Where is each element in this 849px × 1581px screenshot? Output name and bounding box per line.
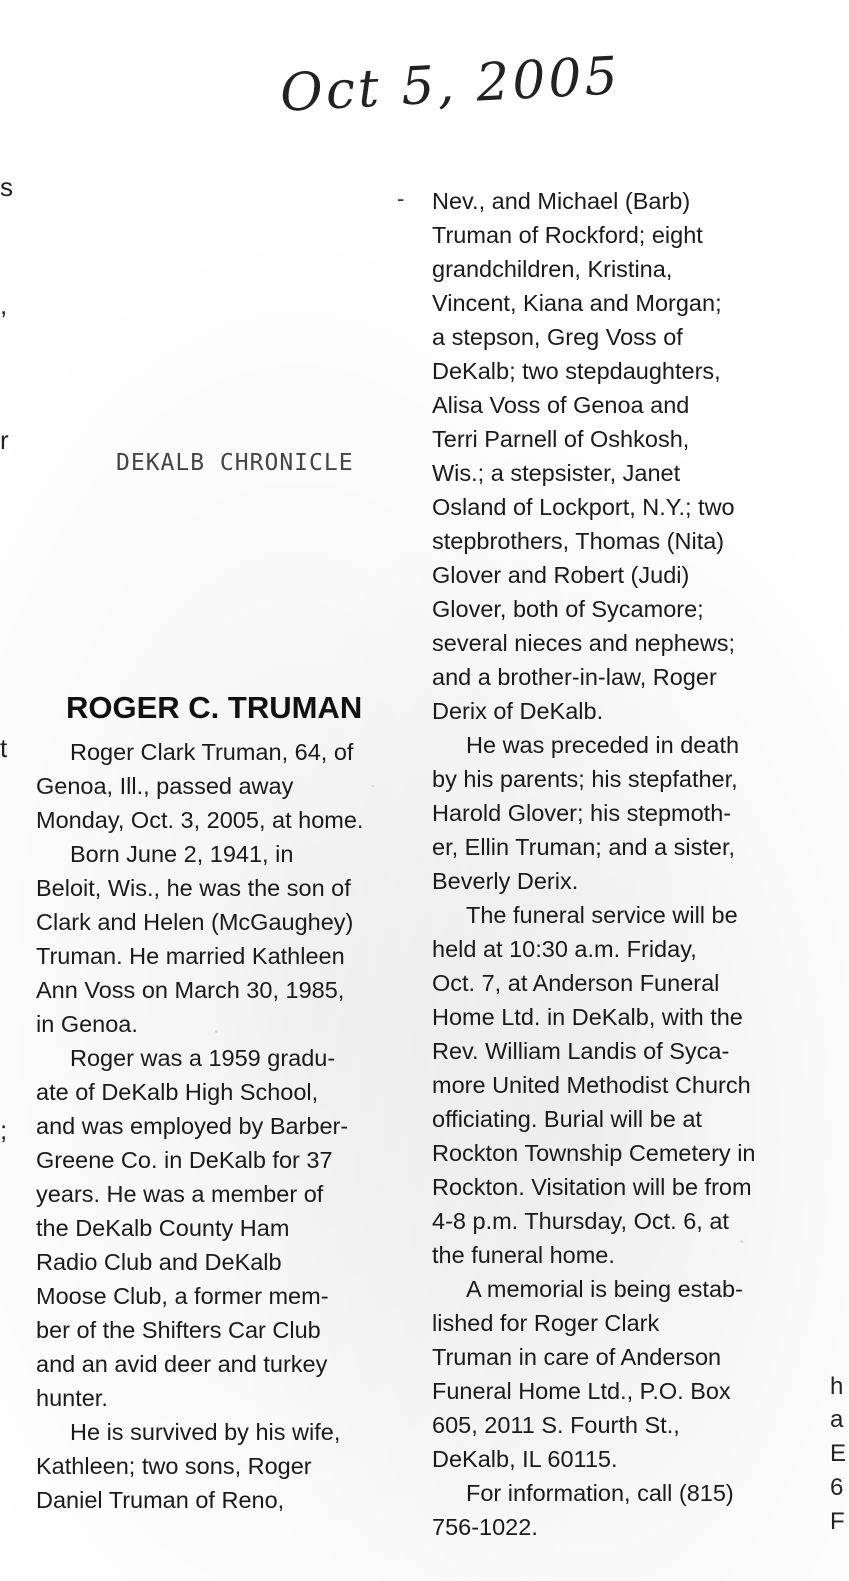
text-line: Oct. 7, at Anderson Funeral (432, 970, 720, 996)
text-line: hunter. (36, 1385, 108, 1411)
text-line: Truman in care of Anderson (432, 1344, 722, 1370)
masthead: DEKALB CHRONICLE (116, 450, 354, 476)
text-line: lished for Roger Clark (432, 1310, 660, 1336)
text-line: Monday, Oct. 3, 2005, at home. (36, 807, 364, 833)
text-line: Nev., and Michael (Barb) (432, 188, 691, 214)
text-line: Born June 2, 1941, in (70, 841, 294, 867)
text-line: and was employed by Barber- (36, 1113, 349, 1139)
text-line: grandchildren, Kristina, (432, 256, 673, 282)
text-line: Home Ltd. in DeKalb, with the (432, 1004, 743, 1030)
edge-fragment: t (0, 733, 8, 763)
text-line: Alisa Voss of Genoa and (432, 392, 690, 418)
text-line: Truman. He married Kathleen (36, 943, 345, 969)
text-line: ate of DeKalb High School, (36, 1079, 319, 1105)
obituary-column-left (36, 735, 406, 1517)
text-line: Roger was a 1959 gradu- (70, 1045, 336, 1071)
edge-fragment: E (830, 1440, 847, 1467)
text-line: Vincent, Kiana and Morgan; (432, 290, 722, 316)
text-line: and a brother-in-law, Roger (432, 664, 717, 690)
text-line: He was preceded in death (466, 732, 740, 758)
text-line: DeKalb; two stepdaughters, (432, 358, 721, 384)
text-line: Greene Co. in DeKalb for 37 (36, 1147, 333, 1173)
text-line: Wis.; a stepsister, Janet (432, 460, 681, 486)
print-speck (570, 1162, 572, 1164)
edge-fragment: s (0, 172, 13, 202)
edge-fragment: , (0, 290, 8, 320)
text-line: He is survived by his wife, (70, 1419, 341, 1445)
text-line: by his parents; his stepfather, (432, 766, 738, 792)
text-line: Glover, both of Sycamore; (432, 596, 704, 622)
text-line: Roger Clark Truman, 64, of (70, 739, 354, 765)
text-line: years. He was a member of (36, 1181, 324, 1207)
text-line: the DeKalb County Ham (36, 1215, 290, 1241)
text-line: 4-8 p.m. Thursday, Oct. 6, at (432, 1208, 729, 1234)
text-line: and an avid deer and turkey (36, 1351, 328, 1377)
dash-mark: - (397, 186, 405, 211)
text-line: Funeral Home Ltd., P.O. Box (432, 1378, 731, 1404)
text-line: Osland of Lockport, N.Y.; two (432, 494, 735, 520)
text-line: officiating. Burial will be at (432, 1106, 702, 1132)
text-line: Beverly Derix. (432, 868, 579, 894)
text-line: Kathleen; two sons, Roger (36, 1453, 312, 1479)
text-line: several nieces and nephews; (432, 630, 736, 656)
edge-fragment: ; (0, 1115, 8, 1145)
edge-fragment: a (830, 1406, 844, 1433)
edge-fragment: 6 (830, 1474, 844, 1501)
edge-fragment: F (830, 1508, 845, 1535)
text-line: Beloit, Wis., he was the son of (36, 875, 351, 901)
text-line: held at 10:30 a.m. Friday, (432, 936, 697, 962)
print-speck (372, 785, 374, 787)
text-line: Radio Club and DeKalb (36, 1249, 282, 1275)
text-line: 756-1022. (432, 1514, 538, 1540)
text-line: Rockton Township Cemetery in (432, 1140, 756, 1166)
text-line: Ann Voss on March 30, 1985, (36, 977, 345, 1003)
text-line: Terri Parnell of Oshkosh, (432, 426, 690, 452)
text-line: 605, 2011 S. Fourth St., (432, 1412, 680, 1438)
text-line: ber of the Shifters Car Club (36, 1317, 321, 1343)
text-line: Glover and Robert (Judi) (432, 562, 690, 588)
text-line: Clark and Helen (McGaughey) (36, 909, 354, 935)
text-line: For information, call (815) (466, 1480, 734, 1506)
edge-fragment: h (830, 1373, 844, 1400)
text-line: er, Ellin Truman; and a sister, (432, 834, 736, 860)
text-line: stepbrothers, Thomas (Nita) (432, 528, 725, 554)
text-line: in Genoa. (36, 1011, 138, 1037)
obituary-headline: ROGER C. TRUMAN (66, 690, 363, 725)
text-line: a stepson, Greg Voss of (432, 324, 683, 350)
obituary-column-right (432, 184, 812, 1544)
text-line: Rockton. Visitation will be from (432, 1174, 752, 1200)
text-line: DeKalb, IL 60115. (432, 1446, 618, 1472)
text-line: Rev. William Landis of Syca- (432, 1038, 730, 1064)
text-line: Derix of DeKalb. (432, 698, 604, 724)
text-line: The funeral service will be (466, 902, 738, 928)
print-speck (215, 1030, 218, 1033)
print-speck (740, 1240, 743, 1243)
text-line: Genoa, Ill., passed away (36, 773, 294, 799)
text-line: Harold Glover; his stepmoth- (432, 800, 732, 826)
text-line: more United Methodist Church (432, 1072, 751, 1098)
text-line: Daniel Truman of Reno, (36, 1487, 285, 1513)
text-line: the funeral home. (432, 1242, 615, 1268)
edge-fragment: r (0, 425, 9, 455)
text-line: Truman of Rockford; eight (432, 222, 703, 248)
handwritten-date: Oct 5, 2005 (278, 46, 623, 124)
text-line: A memorial is being estab- (466, 1276, 743, 1302)
text-line: Moose Club, a former mem- (36, 1283, 329, 1309)
